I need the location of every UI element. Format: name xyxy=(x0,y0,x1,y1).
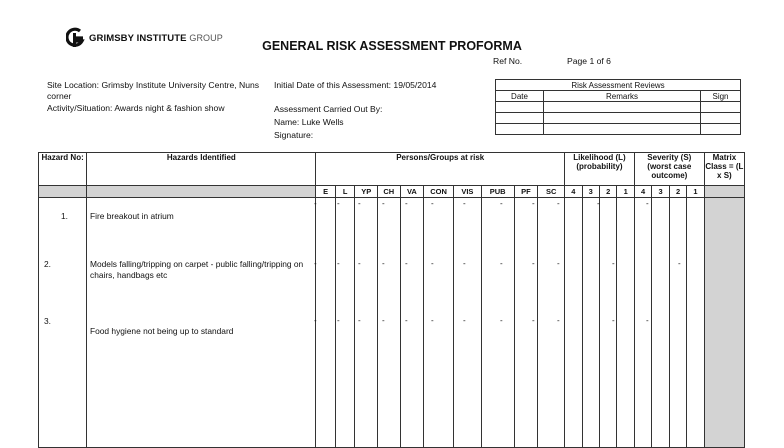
subheader-matrix-blank xyxy=(704,186,744,198)
body-cell xyxy=(652,198,669,448)
matrix-cell xyxy=(704,198,744,448)
logo-name: GRIMSBY INSTITUTE xyxy=(89,32,187,44)
reviews-cell[interactable] xyxy=(701,124,741,135)
reviews-cell[interactable] xyxy=(496,113,544,124)
col-L: L xyxy=(335,186,355,198)
dash-mark: - xyxy=(405,259,408,268)
dash-mark: - xyxy=(382,316,385,325)
ref-label: Ref No. xyxy=(493,56,523,66)
body-cell xyxy=(538,198,565,448)
dash-mark: - xyxy=(500,259,503,268)
col-YP: YP xyxy=(355,186,378,198)
logo-group: GROUP xyxy=(189,32,223,43)
dash-mark: - xyxy=(532,259,535,268)
col-VIS: VIS xyxy=(454,186,482,198)
body-cell xyxy=(634,198,651,448)
body-cell xyxy=(481,198,514,448)
col-CH: CH xyxy=(378,186,401,198)
dash-mark: - xyxy=(337,316,340,325)
signature-label: Signature: xyxy=(274,130,314,140)
body-cell xyxy=(400,198,424,448)
row-3-no: 3. xyxy=(44,316,51,326)
body-cell xyxy=(87,198,316,448)
dash-mark: - xyxy=(382,199,385,208)
risk-table xyxy=(38,152,745,448)
col-s2: 2 xyxy=(669,186,686,198)
dash-mark: - xyxy=(678,259,681,268)
reviews-cell[interactable] xyxy=(496,102,544,113)
dash-mark: - xyxy=(405,316,408,325)
dash-mark: - xyxy=(358,259,361,268)
activity: Activity/Situation: Awards night & fashion show xyxy=(47,103,225,113)
body-cell xyxy=(454,198,482,448)
dash-mark: - xyxy=(532,316,535,325)
body-cell xyxy=(565,198,582,448)
reviews-cell[interactable] xyxy=(544,113,701,124)
dash-mark: - xyxy=(532,199,535,208)
dash-mark: - xyxy=(500,316,503,325)
reviews-cell[interactable] xyxy=(496,124,544,135)
reviews-cell[interactable] xyxy=(544,102,701,113)
reviews-col-remarks: Remarks xyxy=(544,91,701,102)
row-1-hazard: Fire breakout in atrium xyxy=(90,211,174,221)
dash-mark: - xyxy=(314,199,317,208)
col-s1: 1 xyxy=(687,186,705,198)
body-cell xyxy=(582,198,599,448)
reviews-col-sign: Sign xyxy=(701,91,741,102)
assessor-name: Name: Luke Wells xyxy=(274,117,344,127)
hazards-identified-header: Hazards Identified xyxy=(87,153,316,186)
dash-mark: - xyxy=(557,199,560,208)
dash-mark: - xyxy=(597,199,600,208)
reviews-cell[interactable] xyxy=(701,113,741,124)
dash-mark: - xyxy=(557,259,560,268)
col-l1: 1 xyxy=(617,186,634,198)
dash-mark: - xyxy=(646,316,649,325)
col-CON: CON xyxy=(424,186,454,198)
col-SC: SC xyxy=(538,186,565,198)
dash-mark: - xyxy=(405,199,408,208)
col-E: E xyxy=(316,186,336,198)
col-s4: 4 xyxy=(634,186,651,198)
matrix-header: Matrix Class = (L x S) xyxy=(704,153,744,186)
site-location: Site Location: Grimsby Institute University Centre, Nuns corner xyxy=(47,80,260,101)
dash-mark: - xyxy=(314,316,317,325)
col-l3: 3 xyxy=(582,186,599,198)
col-PF: PF xyxy=(514,186,538,198)
row-2-hazard: Models falling/tripping on carpet - public falling/tripping on chairs, handbags etc xyxy=(90,259,304,280)
dash-mark: - xyxy=(646,199,649,208)
reviews-col-date: Date xyxy=(496,91,544,102)
dash-mark: - xyxy=(358,199,361,208)
hazard-no-header: Hazard No: xyxy=(39,153,87,186)
col-s3: 3 xyxy=(652,186,669,198)
body-cell xyxy=(617,198,634,448)
dash-mark: - xyxy=(431,259,434,268)
initial-date: Initial Date of this Assessment: 19/05/2014 xyxy=(274,80,437,90)
body-cell xyxy=(378,198,401,448)
likelihood-header-text: Likelihood (L) (probability) xyxy=(573,153,626,171)
dash-mark: - xyxy=(431,316,434,325)
col-l4: 4 xyxy=(565,186,582,198)
reviews-cell[interactable] xyxy=(701,102,741,113)
body-cell xyxy=(687,198,705,448)
severity-header: Severity (S) (worst case outcome) xyxy=(634,153,704,186)
likelihood-header xyxy=(565,153,635,186)
row-3-hazard: Food hygiene not being up to standard xyxy=(90,326,234,336)
dash-mark: - xyxy=(500,199,503,208)
dash-mark: - xyxy=(314,259,317,268)
body-cell xyxy=(316,198,336,448)
reviews-title: Risk Assessment Reviews xyxy=(496,80,741,91)
row-1-no: 1. xyxy=(61,211,68,221)
subheader-blank xyxy=(39,186,87,198)
page-number: Page 1 of 6 xyxy=(567,56,611,66)
dash-mark: - xyxy=(431,199,434,208)
dash-mark: - xyxy=(463,316,466,325)
col-l2: 2 xyxy=(599,186,616,198)
dash-mark: - xyxy=(612,316,615,325)
dash-mark: - xyxy=(463,199,466,208)
dash-mark: - xyxy=(358,316,361,325)
dash-mark: - xyxy=(382,259,385,268)
reviews-cell[interactable] xyxy=(544,124,701,135)
dash-mark: - xyxy=(612,259,615,268)
carried-out-by: Assessment Carried Out By: xyxy=(274,104,383,114)
subheader-blank xyxy=(87,186,316,198)
dash-mark: - xyxy=(557,316,560,325)
dash-mark: - xyxy=(463,259,466,268)
dash-mark: - xyxy=(337,259,340,268)
col-PUB: PUB xyxy=(481,186,514,198)
col-VA: VA xyxy=(400,186,424,198)
persons-header: Persons/Groups at risk xyxy=(316,153,565,186)
body-cell xyxy=(424,198,454,448)
row-2-no: 2. xyxy=(44,259,51,269)
body-cell xyxy=(669,198,686,448)
dash-mark: - xyxy=(337,199,340,208)
reviews-table xyxy=(495,79,741,135)
page-title: GENERAL RISK ASSESSMENT PROFORMA xyxy=(262,39,522,53)
